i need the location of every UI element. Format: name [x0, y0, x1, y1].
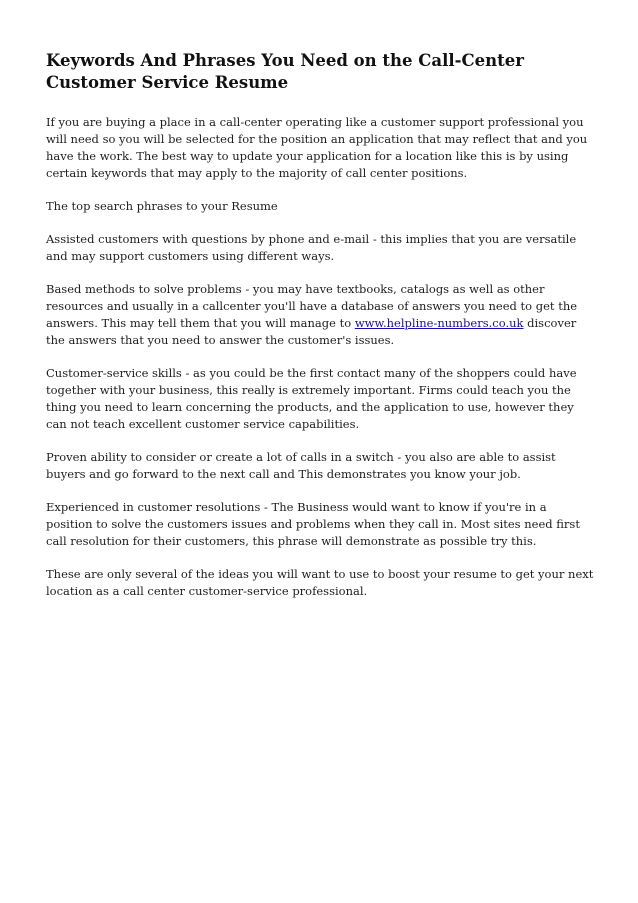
paragraph-problem-solving-text-before: Based methods to solve problems - you may have textbooks, catalogs as well as other resources and usually in a callcenter you'll have a database of answers you need to get the answers. This may tell them that you will manage to [46, 282, 578, 330]
paragraph-customer-resolutions: Experienced in customer resolutions - The Business would want to know if you're in a position to solve the customers issues and problems when they call in. Most sites need first call resolution for their customers, this phrase will demonstrate as possible try this. [46, 500, 580, 548]
helpline-numbers-link[interactable]: www.helpline-numbers.co.uk [354, 316, 524, 330]
paragraph-problem-solving [46, 281, 594, 349]
paragraph-proven-ability: Proven ability to consider or create a lot of calls in a switch - you also are able to assist buyers and go forward to the next call and This demonstrates you know your job. [46, 450, 556, 481]
paragraph-top-phrases: The top search phrases to your Resume [46, 199, 278, 213]
paragraph-assisted-customers: Assisted customers with questions by phone and e-mail - this implies that you are versatile and may support customers using different ways. [46, 232, 577, 263]
paragraph-problem-solving-text-after: discover the answers that you need to answer the customer's issues. [46, 316, 577, 347]
paragraph-conclusion: These are only several of the ideas you will want to use to boost your resume to get your next location as a call center customer-service professional. [46, 567, 594, 598]
document-page [46, 50, 594, 616]
document-title: Keywords And Phrases You Need on the Call-Center Customer Service Resume [46, 51, 524, 92]
paragraph-intro: If you are buying a place in a call-center operating like a customer support professional you will need so you will be selected for the position an application that may reflect that and you have the work. The best way to update your application for a location like this is by using certain keywords that may apply to the majority of call center positions. [46, 115, 588, 180]
paragraph-customer-service-skills: Customer-service skills - as you could be the first contact many of the shoppers could have together with your business, this really is extremely important. Firms could teach you the thing you need to learn concerning the products, and the application to use, however they can not teach excellent customer service capabilities. [46, 366, 577, 431]
